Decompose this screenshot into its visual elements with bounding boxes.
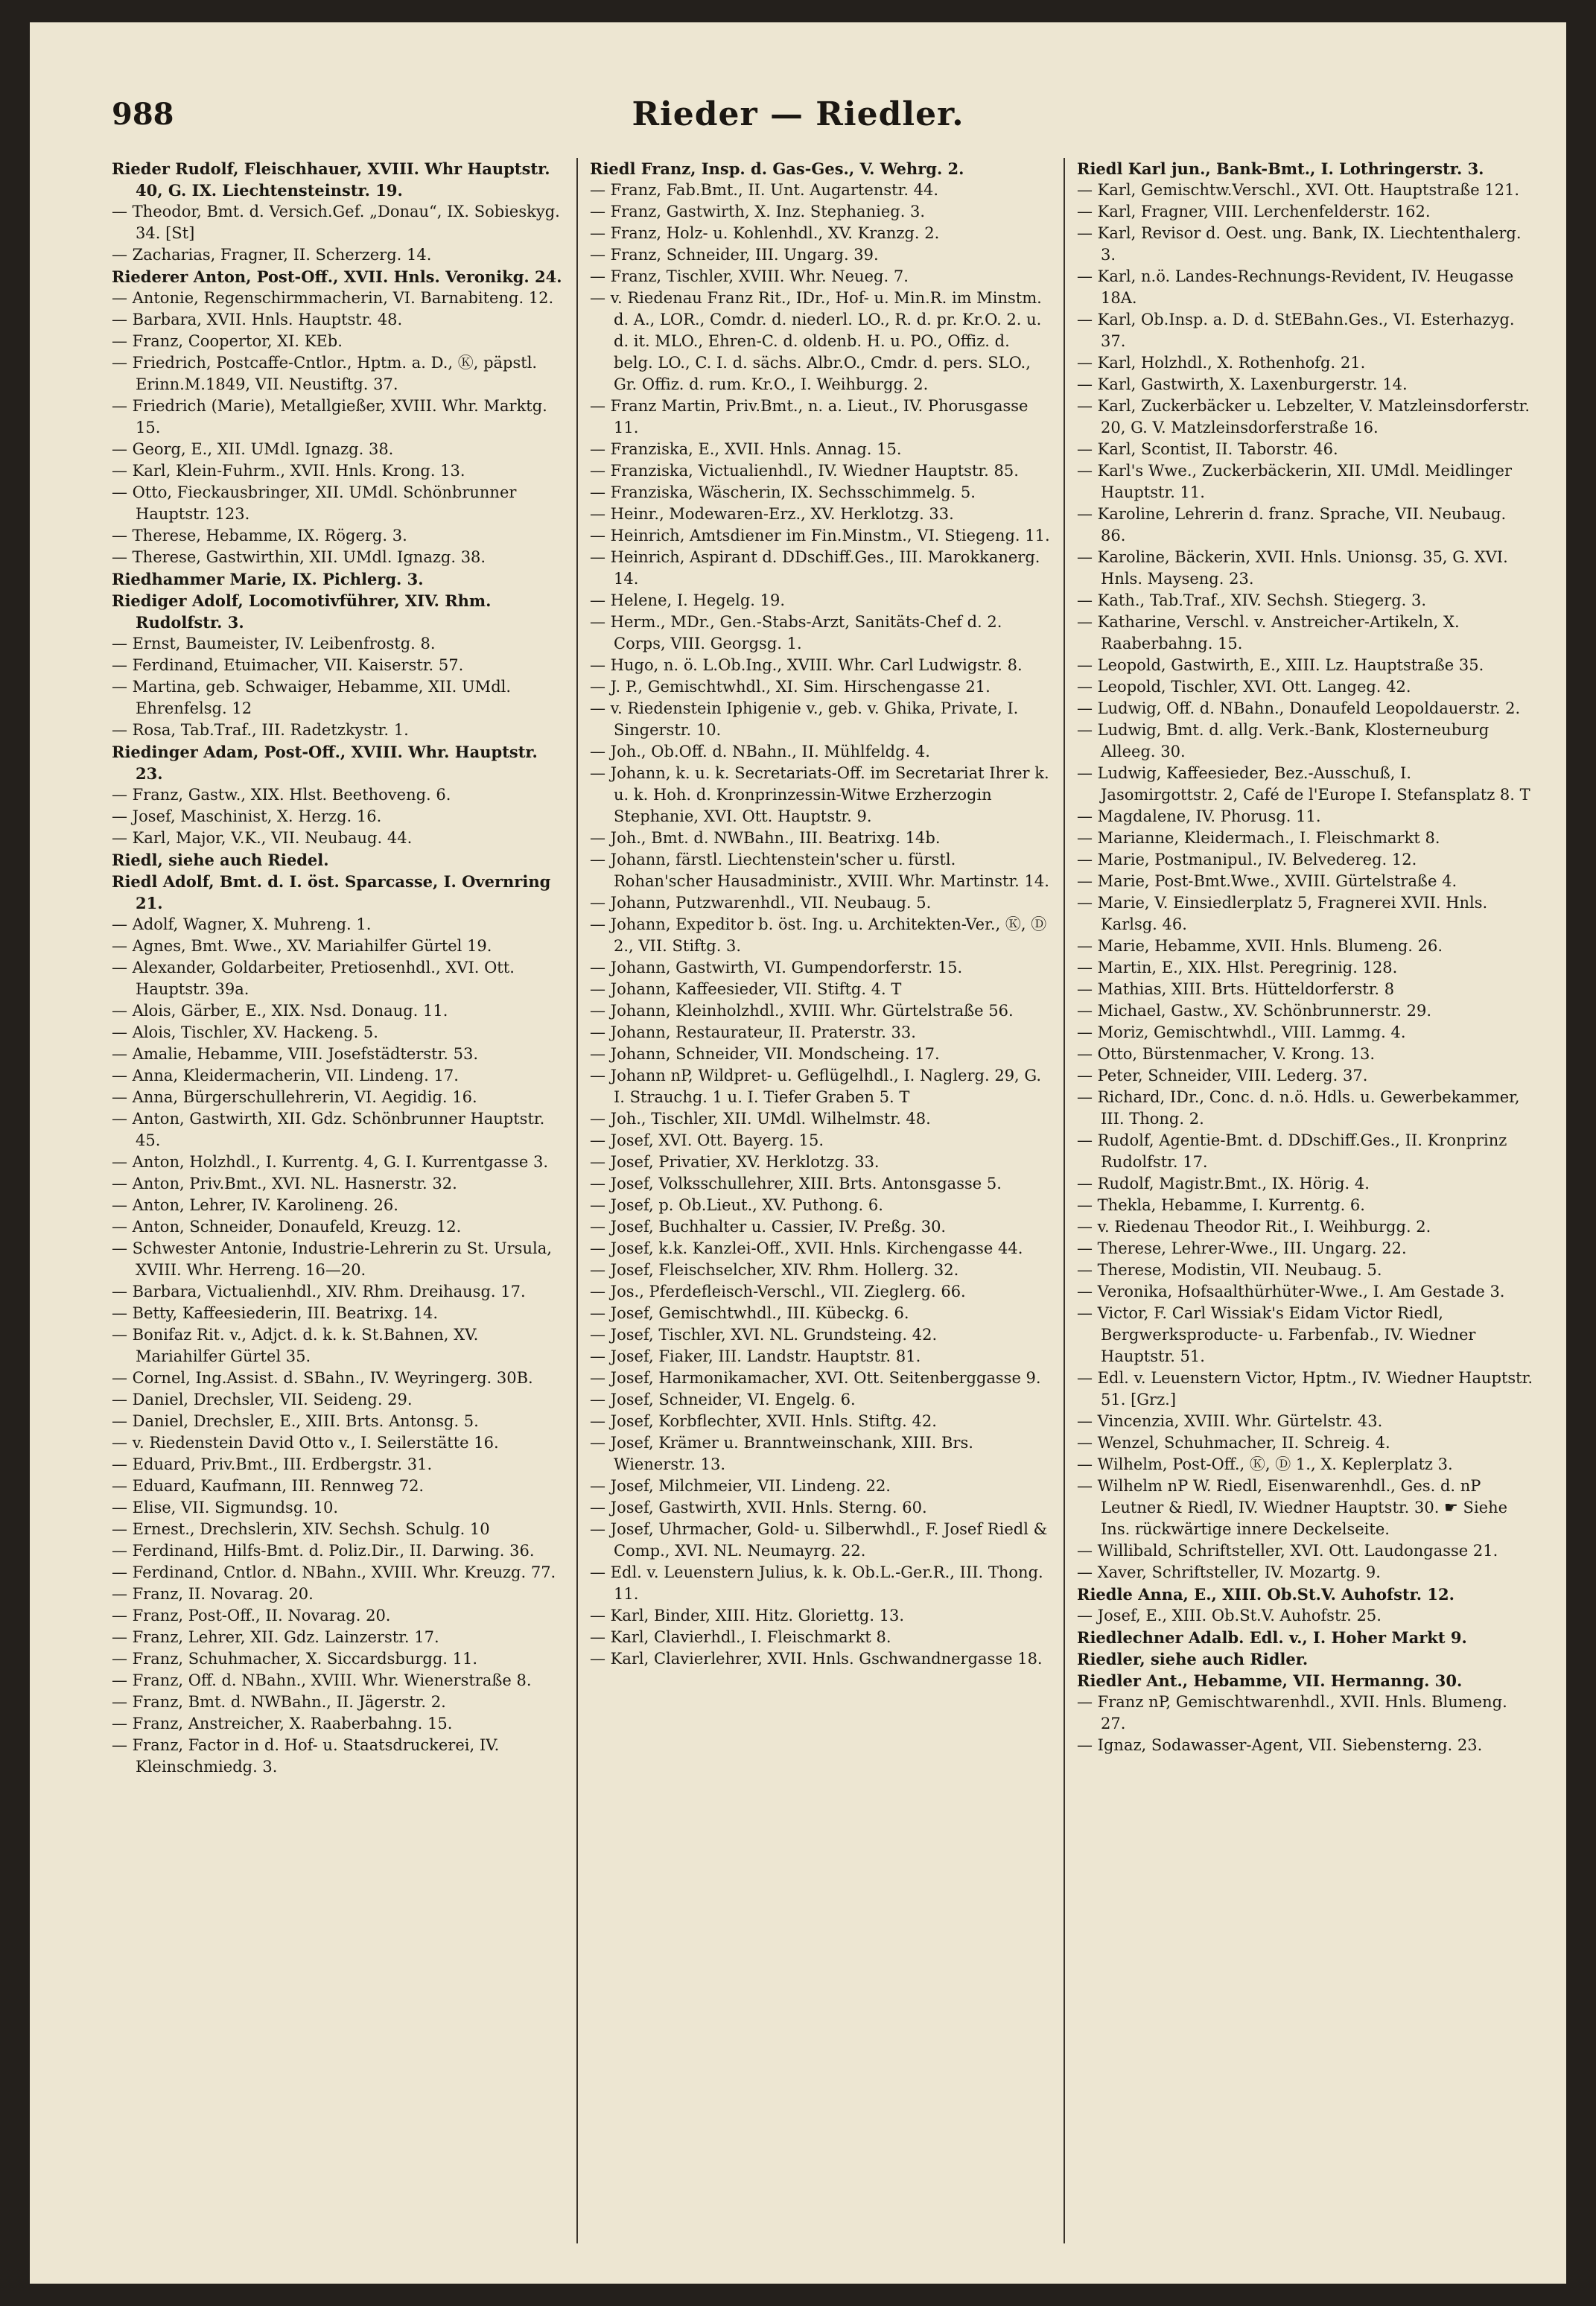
directory-entry: — Josef, Uhrmacher, Gold- u. Silberwhdl., F. Josef Riedl & Comp., XVI. NL. Neumayrg. 22. xyxy=(590,1520,1048,1560)
directory-entry: — Veronika, Hofsaalthürhüter-Wwe., I. Am Gestade 3. xyxy=(1077,1283,1505,1300)
directory-entry: — Josef, Buchhalter u. Cassier, IV. Preßg. 30. xyxy=(590,1218,947,1236)
directory-entry: — Johann, Restaurateur, II. Praterstr. 33. xyxy=(590,1023,916,1041)
directory-entry: — Franz, Off. d. NBahn., XVIII. Whr. Wienerstraße 8. xyxy=(112,1671,532,1689)
directory-entry: — Karl, Scontist, II. Taborstr. 46. xyxy=(1077,440,1338,458)
directory-entry: — Karl, Major, V.K., VII. Neubaug. 44. xyxy=(112,829,413,847)
directory-entry: — Franz, Anstreicher, X. Raaberbahng. 15. xyxy=(112,1715,453,1732)
directory-entry: — Karl, Clavierlehrer, XVII. Hnls. Gschwandnergasse 18. xyxy=(590,1650,1043,1668)
directory-entry: — Ignaz, Sodawasser-Agent, VII. Siebensterng. 23. xyxy=(1077,1736,1483,1754)
directory-entry: — Karl, n.ö. Landes-Rechnungs-Revident, IV. Heugasse 18A. xyxy=(1077,267,1514,307)
directory-entry: — Josef, Volksschullehrer, XIII. Brts. Antonsgasse 5. xyxy=(590,1175,1002,1192)
directory-entry: — Agnes, Bmt. Wwe., XV. Mariahilfer Gürtel 19. xyxy=(112,937,492,955)
directory-entry: — Eduard, Kaufmann, III. Rennweg 72. xyxy=(112,1477,425,1495)
directory-entry: — Karl, Binder, XIII. Hitz. Gloriettg. 13. xyxy=(590,1607,905,1624)
directory-entry: — Franz, Gastwirth, X. Inz. Stephanieg. 3. xyxy=(590,203,926,220)
directory-entry: — Betty, Kaffeesiederin, III. Beatrixg. 14. xyxy=(112,1304,439,1322)
directory-entry: — Franz, Fab.Bmt., II. Unt. Augartenstr. 44. xyxy=(590,181,939,199)
directory-entry: — Daniel, Drechsler, E., XIII. Brts. Antonsg. 5. xyxy=(112,1412,479,1430)
directory-entry: — Anna, Kleidermacherin, VII. Lindeng. 17. xyxy=(112,1067,459,1084)
directory-entry: — Johann, Putzwarenhdl., VII. Neubaug. 5. xyxy=(590,894,932,912)
directory-entry: — Martin, E., XIX. Hlst. Peregrinig. 128. xyxy=(1077,959,1398,976)
directory-entry: — Heinr., Modewaren-Erz., XV. Herklotzg. 33. xyxy=(590,505,954,523)
directory-entry: — Wilhelm nP W. Riedl, Eisenwarenhdl., Ges. d. nP Leutner & Riedl, IV. Wiedner Hauptstr. 30. ☛ Siehe Ins. rückwärtige innere Deckelseite. xyxy=(1077,1477,1508,1538)
directory-entry: — Jos., Pferdefleisch-Verschl., VII. Zieglerg. 66. xyxy=(590,1283,966,1300)
directory-entry: — Franziska, Wäscherin, IX. Sechsschimmelg. 5. xyxy=(590,483,976,501)
directory-entry: — Joh., Ob.Off. d. NBahn., II. Mühlfeldg. 4. xyxy=(590,743,930,760)
directory-entry: — Anton, Lehrer, IV. Karolineng. 26. xyxy=(112,1196,398,1214)
directory-entry: — Wenzel, Schuhmacher, II. Schreig. 4. xyxy=(1077,1434,1390,1452)
directory-entry: — Johann, Expeditor b. öst. Ing. u. Architekten-Ver., Ⓚ, Ⓓ 2., VII. Stiftg. 3. xyxy=(590,915,1047,955)
directory-entry: — Xaver, Schriftsteller, IV. Mozartg. 9. xyxy=(1077,1563,1381,1581)
directory-entry: — Ferdinand, Cntlor. d. NBahn., XVIII. Whr. Kreuzg. 77. xyxy=(112,1563,556,1581)
directory-entry: — Karl, Ob.Insp. a. D. d. StEBahn.Ges., VI. Esterhazyg. 37. xyxy=(1077,311,1515,350)
directory-entry: — Victor, F. Carl Wissiak's Eidam Victor Riedl, Bergwerksproducte- u. Farbenfab., IV. Wiedner Hauptstr. 51. xyxy=(1077,1304,1476,1365)
directory-entry: — Josef, Milchmeier, VII. Lindeng. 22. xyxy=(590,1477,891,1495)
directory-entry: — Marie, V. Einsiedlerplatz 5, Fragnerei XVII. Hnls. Karlsg. 46. xyxy=(1077,894,1488,933)
page-number: 988 xyxy=(112,97,174,132)
directory-entry: — Karoline, Lehrerin d. franz. Sprache, VII. Neubaug. 86. xyxy=(1077,505,1507,544)
directory-entry: — Katharine, Verschl. v. Anstreicher-Artikeln, X. Raaberbahng. 15. xyxy=(1077,613,1460,652)
directory-entry: — Franz, Lehrer, XII. Gdz. Lainzerstr. 17. xyxy=(112,1628,439,1646)
directory-entry: — Josef, Tischler, XVI. NL. Grundsteing. 42. xyxy=(590,1326,938,1344)
directory-entry: — Franz, Gastw., XIX. Hlst. Beethoveng. 6. xyxy=(112,786,451,804)
directory-entry: — Josef, Gemischtwhdl., III. Kübeckg. 6. xyxy=(590,1304,909,1322)
directory-entry: — Johann, Kaffeesieder, VII. Stiftg. 4. T xyxy=(590,980,902,998)
directory-entry: — Franz, Schneider, III. Ungarg. 39. xyxy=(590,246,879,264)
page-title: Rieder — Riedler. xyxy=(632,95,964,133)
directory-entry: — Friedrich, Postcaffe-Cntlor., Hptm. a. D., Ⓚ, päpstl. Erinn.M.1849, VII. Neustiftg. 37. xyxy=(112,354,538,393)
directory-entry: — Friedrich (Marie), Metallgießer, XVIII. Whr. Marktg. 15. xyxy=(112,397,547,436)
directory-entry: — Karl, Gastwirth, X. Laxenburgerstr. 14. xyxy=(1077,375,1408,393)
directory-entry: — Helene, I. Hegelg. 19. xyxy=(590,591,786,609)
directory-entry: — Rosa, Tab.Traf., III. Radetzkystr. 1. xyxy=(112,721,409,739)
directory-entry: — Franz nP, Gemischtwarenhdl., XVII. Hnls. Blumeng. 27. xyxy=(1077,1693,1507,1732)
directory-entry: — Ludwig, Off. d. NBahn., Donaufeld Leopoldauerstr. 2. xyxy=(1077,699,1521,717)
directory-entry: — Vincenzia, XVIII. Whr. Gürtelstr. 43. xyxy=(1077,1412,1383,1430)
directory-entry: — Amalie, Hebamme, VIII. Josefstädterstr. 53. xyxy=(112,1045,479,1063)
directory-entry: — Hugo, n. ö. L.Ob.Ing., XVIII. Whr. Carl Ludwigstr. 8. xyxy=(590,656,1023,674)
directory-entry: — Johann, Gastwirth, VI. Gumpendorferstr. 15. xyxy=(590,959,963,976)
directory-entry: — Joh., Bmt. d. NWBahn., III. Beatrixg. 14b. xyxy=(590,829,941,847)
directory-entry: — Alois, Tischler, XV. Hackeng. 5. xyxy=(112,1023,378,1041)
directory-entry: — Zacharias, Fragner, II. Scherzerg. 14. xyxy=(112,246,432,264)
directory-entry: — Josef, Privatier, XV. Herklotzg. 33. xyxy=(590,1153,880,1171)
directory-entry: — Joh., Tischler, XII. UMdl. Wilhelmstr. 48. xyxy=(590,1110,931,1128)
directory-entry: — Thekla, Hebamme, I. Kurrentg. 6. xyxy=(1077,1196,1365,1214)
directory-entry: — Barbara, Victualienhdl., XIV. Rhm. Dreihausg. 17. xyxy=(112,1283,526,1300)
directory-entry: — Rudolf, Agentie-Bmt. d. DDschiff.Ges., II. Kronprinz Rudolfstr. 17. xyxy=(1077,1131,1507,1171)
directory-entry: — Heinrich, Amtsdiener im Fin.Minstm., VI. Stiegeng. 11. xyxy=(590,527,1050,544)
directory-entry: — Josef, Fleischselcher, XIV. Rhm. Hollerg. 32. xyxy=(590,1261,959,1279)
directory-entry: — Heinrich, Aspirant d. DDschiff.Ges., III. Marokkanerg. 14. xyxy=(590,548,1040,588)
directory-entry: — Johann nP, Wildpret- u. Geflügelhdl., I. Naglerg. 29, G. I. Strauchg. 1 u. I. Tiefer Graben 5. T xyxy=(590,1067,1042,1106)
directory-entry: — Anna, Bürgerschullehrerin, VI. Aegidig. 16. xyxy=(112,1088,477,1106)
directory-entry: — Marie, Post-Bmt.Wwe., XVIII. Gürtelstraße 4. xyxy=(1077,872,1457,890)
directory-entry: — Ferdinand, Hilfs-Bmt. d. Poliz.Dir., II. Darwing. 36. xyxy=(112,1542,535,1560)
column-3 xyxy=(1077,158,1533,2258)
directory-heading-entry: Riedler, siehe auch Ridler. xyxy=(1077,1650,1309,1668)
directory-entry: — Anton, Priv.Bmt., XVI. NL. Hasnerstr. 32. xyxy=(112,1175,457,1192)
directory-heading-entry: Riediger Adolf, Locomotivführer, XIV. Rhm. Rudolfstr. 3. xyxy=(112,591,492,632)
directory-heading-entry: Riedler Ant., Hebamme, VII. Hermanng. 30. xyxy=(1077,1671,1463,1690)
directory-page xyxy=(30,22,1566,2284)
directory-entry: — Karl, Gemischtw.Verschl., XVI. Ott. Hauptstraße 121. xyxy=(1077,181,1520,199)
directory-entry: — Alois, Gärber, E., XIX. Nsd. Donaug. 11. xyxy=(112,1002,448,1020)
directory-entry: — Ferdinand, Etuimacher, VII. Kaiserstr. 57. xyxy=(112,656,464,674)
directory-entry: — Anton, Gastwirth, XII. Gdz. Schönbrunner Hauptstr. 45. xyxy=(112,1110,545,1149)
column-divider xyxy=(576,158,578,2243)
directory-entry: — Franziska, E., XVII. Hnls. Annag. 15. xyxy=(590,440,902,458)
directory-entry: — Ludwig, Kaffeesieder, Bez.-Ausschuß, I. Jasomirgottstr. 2, Café de l'Europe I. Stefansplatz 8. T xyxy=(1077,764,1530,804)
directory-entry: — Richard, IDr., Conc. d. n.ö. Hdls. u. Gewerbekammer, III. Thong. 2. xyxy=(1077,1088,1520,1128)
directory-entry: — Ernest., Drechslerin, XIV. Sechsh. Schulg. 10 xyxy=(112,1520,490,1538)
directory-entry: — Johann, färstl. Liechtenstein'scher u. fürstl. Rohan'scher Hausadministr., XVIII. Whr. Martinstr. 14. xyxy=(590,851,1049,890)
directory-entry: — Josef, Harmonikamacher, XVI. Ott. Seitenberggasse 9. xyxy=(590,1369,1041,1387)
directory-entry: — Franz, II. Novarag. 20. xyxy=(112,1585,314,1603)
directory-entry: — Johann, k. u. k. Secretariats-Off. im Secretariat Ihrer k. u. k. Hoh. d. Kronprinzessin-Witwe Erzherzogin Stephanie, XVI. Ott. Hauptstr. 9. xyxy=(590,764,1049,825)
directory-heading-entry: Riedle Anna, E., XIII. Ob.St.V. Auhofstr. 12. xyxy=(1077,1585,1454,1604)
directory-entry: — Karl, Zuckerbäcker u. Lebzelter, V. Matzleinsdorferstr. 20, G. V. Matzleinsdorferstraße 16. xyxy=(1077,397,1530,436)
directory-entry: — Franz, Holz- u. Kohlenhdl., XV. Kranzg. 2. xyxy=(590,224,940,242)
directory-entry: — Otto, Bürstenmacher, V. Krong. 13. xyxy=(1077,1045,1376,1063)
directory-entry: — Otto, Fieckausbringer, XII. UMdl. Schönbrunner Hauptstr. 123. xyxy=(112,483,517,523)
directory-entry: — v. Riedenau Franz Rit., IDr., Hof- u. Min.R. im Minstm. d. A., LOR., Comdr. d. niederl. LO., R. d. pr. Kr.O. 2. u. d. it. MLO., Ehren-C. d. oldenb. H. u. PO., Offiz. d. belg. LO., C. I. d. sächs. Albr.O., Cmdr. d. pers. SLO., Gr. Offiz. d. rum. Kr.O., I. Weihburgg. 2. xyxy=(590,289,1042,393)
directory-entry: — Franz, Post-Off., II. Novarag. 20. xyxy=(112,1607,391,1624)
directory-entry: — Alexander, Goldarbeiter, Pretiosenhdl., XVI. Ott. Hauptstr. 39a. xyxy=(112,959,515,998)
directory-entry: — Daniel, Drechsler, VII. Seideng. 29. xyxy=(112,1391,413,1408)
directory-entry: — Ernst, Baumeister, IV. Leibenfrostg. 8. xyxy=(112,635,436,652)
directory-entry: — Barbara, XVII. Hnls. Hauptstr. 48. xyxy=(112,311,403,328)
directory-entry: — Karl, Clavierhdl., I. Fleischmarkt 8. xyxy=(590,1628,891,1646)
directory-entry: — Marie, Hebamme, XVII. Hnls. Blumeng. 26. xyxy=(1077,937,1443,955)
directory-entry: — Josef, Fiaker, III. Landstr. Hauptstr. 81. xyxy=(590,1347,921,1365)
directory-entry: — Theodor, Bmt. d. Versich.Gef. „Donau“, IX. Sobieskyg. 34. [St] xyxy=(112,203,560,242)
column-divider xyxy=(1064,158,1065,2243)
directory-entry: — v. Riedenstein David Otto v., I. Seilerstätte 16. xyxy=(112,1434,499,1452)
directory-entry: — Josef, Gastwirth, XVII. Hnls. Sterng. 60. xyxy=(590,1499,927,1516)
directory-entry: — Elise, VII. Sigmundsg. 10. xyxy=(112,1499,339,1516)
directory-entry: — Therese, Lehrer-Wwe., III. Ungarg. 22. xyxy=(1077,1239,1407,1257)
directory-entry: — Josef, Schneider, VI. Engelg. 6. xyxy=(590,1391,856,1408)
directory-entry: — Karl, Revisor d. Oest. ung. Bank, IX. Liechtenthalerg. 3. xyxy=(1077,224,1522,264)
column-1 xyxy=(112,158,565,2258)
directory-entry: — Schwester Antonie, Industrie-Lehrerin zu St. Ursula, XVIII. Whr. Herreng. 16—20. xyxy=(112,1239,552,1279)
directory-entry: — v. Riedenstein Iphigenie v., geb. v. Ghika, Private, I. Singerstr. 10. xyxy=(590,699,1019,739)
directory-entry: — Peter, Schneider, VIII. Lederg. 37. xyxy=(1077,1067,1368,1084)
directory-entry: — Franz, Factor in d. Hof- u. Staatsdruckerei, IV. Kleinschmiedg. 3. xyxy=(112,1736,500,1776)
directory-entry: — Eduard, Priv.Bmt., III. Erdbergstr. 31. xyxy=(112,1455,433,1473)
directory-heading-entry: Riederer Anton, Post-Off., XVII. Hnls. Veronikg. 24. xyxy=(112,267,562,286)
directory-heading-entry: Riedl Franz, Insp. d. Gas-Ges., V. Wehrg. 2. xyxy=(590,159,964,178)
directory-heading-entry: Riedinger Adam, Post-Off., XVIII. Whr. Hauptstr. 23. xyxy=(112,743,538,783)
directory-entry: — Antonie, Regenschirmmacherin, VI. Barnabiteng. 12. xyxy=(112,289,554,307)
directory-entry: — Ludwig, Bmt. d. allg. Verk.-Bank, Klosterneuburg Alleeg. 30. xyxy=(1077,721,1490,760)
directory-entry: — Josef, Korbflechter, XVII. Hnls. Stiftg. 42. xyxy=(590,1412,937,1430)
directory-entry: — Karl, Fragner, VIII. Lerchenfelderstr. 162. xyxy=(1077,203,1431,220)
directory-entry: — Therese, Modistin, VII. Neubaug. 5. xyxy=(1077,1261,1382,1279)
directory-entry: — Moriz, Gemischtwhdl., VIII. Lammg. 4. xyxy=(1077,1023,1406,1041)
directory-entry: — Josef, E., XIII. Ob.St.V. Auhofstr. 25. xyxy=(1077,1607,1382,1624)
directory-entry: — Franziska, Victualienhdl., IV. Wiedner Hauptstr. 85. xyxy=(590,462,1019,480)
directory-entry: — Marie, Postmanipul., IV. Belvedereg. 12. xyxy=(1077,851,1417,868)
directory-entry: — Franz, Schuhmacher, X. Siccardsburgg. 11. xyxy=(112,1650,478,1668)
directory-heading-entry: Riedl Adolf, Bmt. d. I. öst. Sparcasse, I. Overnring 21. xyxy=(112,872,551,912)
directory-entry: — Michael, Gastw., XV. Schönbrunnerstr. 29. xyxy=(1077,1002,1432,1020)
directory-entry: — Edl. v. Leuenstern Julius, k. k. Ob.L.-Ger.R., III. Thong. 11. xyxy=(590,1563,1043,1603)
directory-entry: — Josef, Maschinist, X. Herzg. 16. xyxy=(112,807,382,825)
directory-entry: — Leopold, Tischler, XVI. Ott. Langeg. 42. xyxy=(1077,678,1411,696)
directory-entry: — Leopold, Gastwirth, E., XIII. Lz. Hauptstraße 35. xyxy=(1077,656,1484,674)
directory-heading-entry: Riedl Karl jun., Bank-Bmt., I. Lothringerstr. 3. xyxy=(1077,159,1484,178)
directory-entry: — Franz, Coopertor, XI. KEb. xyxy=(112,332,343,350)
directory-entry: — Franz, Tischler, XVIII. Whr. Neueg. 7. xyxy=(590,267,909,285)
directory-entry: — v. Riedenau Theodor Rit., I. Weihburgg. 2. xyxy=(1077,1218,1431,1236)
directory-entry: — Edl. v. Leuenstern Victor, Hptm., IV. Wiedner Hauptstr. 51. [Grz.] xyxy=(1077,1369,1533,1408)
directory-entry: — Karl's Wwe., Zuckerbäckerin, XII. UMdl. Meidlinger Hauptstr. 11. xyxy=(1077,462,1513,501)
column-2 xyxy=(590,158,1052,2258)
directory-entry: — Franz Martin, Priv.Bmt., n. a. Lieut., IV. Phorusgasse 11. xyxy=(590,397,1029,436)
directory-entry: — Therese, Gastwirthin, XII. UMdl. Ignazg. 38. xyxy=(112,548,486,566)
directory-entry: — Wilhelm, Post-Off., Ⓚ, Ⓓ 1., X. Keplerplatz 3. xyxy=(1077,1455,1453,1473)
directory-entry: — Willibald, Schriftsteller, XVI. Ott. Laudongasse 21. xyxy=(1077,1542,1498,1560)
directory-entry: — Josef, XVI. Ott. Bayerg. 15. xyxy=(590,1131,824,1149)
directory-heading-entry: Riedl, siehe auch Riedel. xyxy=(112,851,329,869)
directory-entry: — Therese, Hebamme, IX. Rögerg. 3. xyxy=(112,527,407,544)
directory-entry: — Karoline, Bäckerin, XVII. Hnls. Unionsg. 35, G. XVI. Hnls. Mayseng. 23. xyxy=(1077,548,1508,588)
directory-entry: — Franz, Bmt. d. NWBahn., II. Jägerstr. 2. xyxy=(112,1693,446,1711)
directory-entry: — Josef, p. Ob.Lieut., XV. Puthong. 6. xyxy=(590,1196,883,1214)
directory-entry: — Cornel, Ing.Assist. d. SBahn., IV. Weyringerg. 30B. xyxy=(112,1369,533,1387)
directory-entry: — Martina, geb. Schwaiger, Hebamme, XII. UMdl. Ehrenfelsg. 12 xyxy=(112,678,512,717)
directory-entry: — Herm., MDr., Gen.-Stabs-Arzt, Sanitäts-Chef d. 2. Corps, VIII. Georgsg. 1. xyxy=(590,613,1002,652)
directory-entry: — Mathias, XIII. Brts. Hütteldorferstr. 8 xyxy=(1077,980,1395,998)
directory-entry: — Johann, Kleinholzhdl., XVIII. Whr. Gürtelstraße 56. xyxy=(590,1002,1014,1020)
directory-entry: — Johann, Schneider, VII. Mondscheing. 17. xyxy=(590,1045,940,1063)
directory-entry: — Marianne, Kleidermach., I. Fleischmarkt 8. xyxy=(1077,829,1440,847)
directory-heading-entry: Riedhammer Marie, IX. Pichlerg. 3. xyxy=(112,570,424,588)
directory-entry: — Josef, k.k. Kanzlei-Off., XVII. Hnls. Kirchengasse 44. xyxy=(590,1239,1023,1257)
directory-entry: — Karl, Holzhdl., X. Rothenhofg. 21. xyxy=(1077,354,1366,372)
directory-entry: — Josef, Krämer u. Branntweinschank, XIII. Brs. Wienerstr. 13. xyxy=(590,1434,973,1473)
directory-entry: — Anton, Holzhdl., I. Kurrentg. 4, G. I. Kurrentgasse 3. xyxy=(112,1153,549,1171)
directory-heading-entry: Riedlechner Adalb. Edl. v., I. Hoher Markt 9. xyxy=(1077,1628,1467,1647)
directory-entry: — Magdalene, IV. Phorusg. 11. xyxy=(1077,807,1321,825)
directory-entry: — J. P., Gemischtwhdl., XI. Sim. Hirschengasse 21. xyxy=(590,678,991,696)
directory-entry: — Georg, E., XII. UMdl. Ignazg. 38. xyxy=(112,440,394,458)
directory-entry: — Karl, Klein-Fuhrm., XVII. Hnls. Krong. 13. xyxy=(112,462,465,480)
directory-entry: — Adolf, Wagner, X. Muhreng. 1. xyxy=(112,915,372,933)
directory-heading-entry: Rieder Rudolf, Fleischhauer, XVIII. Whr Hauptstr. 40, G. IX. Liechtensteinstr. 19. xyxy=(112,159,550,200)
directory-entry: — Bonifaz Rit. v., Adjct. d. k. k. St.Bahnen, XV. Mariahilfer Gürtel 35. xyxy=(112,1326,479,1365)
directory-entry: — Kath., Tab.Traf., XIV. Sechsh. Stiegerg. 3. xyxy=(1077,591,1427,609)
directory-entry: — Anton, Schneider, Donaufeld, Kreuzg. 12. xyxy=(112,1218,462,1236)
directory-entry: — Rudolf, Magistr.Bmt., IX. Hörig. 4. xyxy=(1077,1175,1370,1192)
